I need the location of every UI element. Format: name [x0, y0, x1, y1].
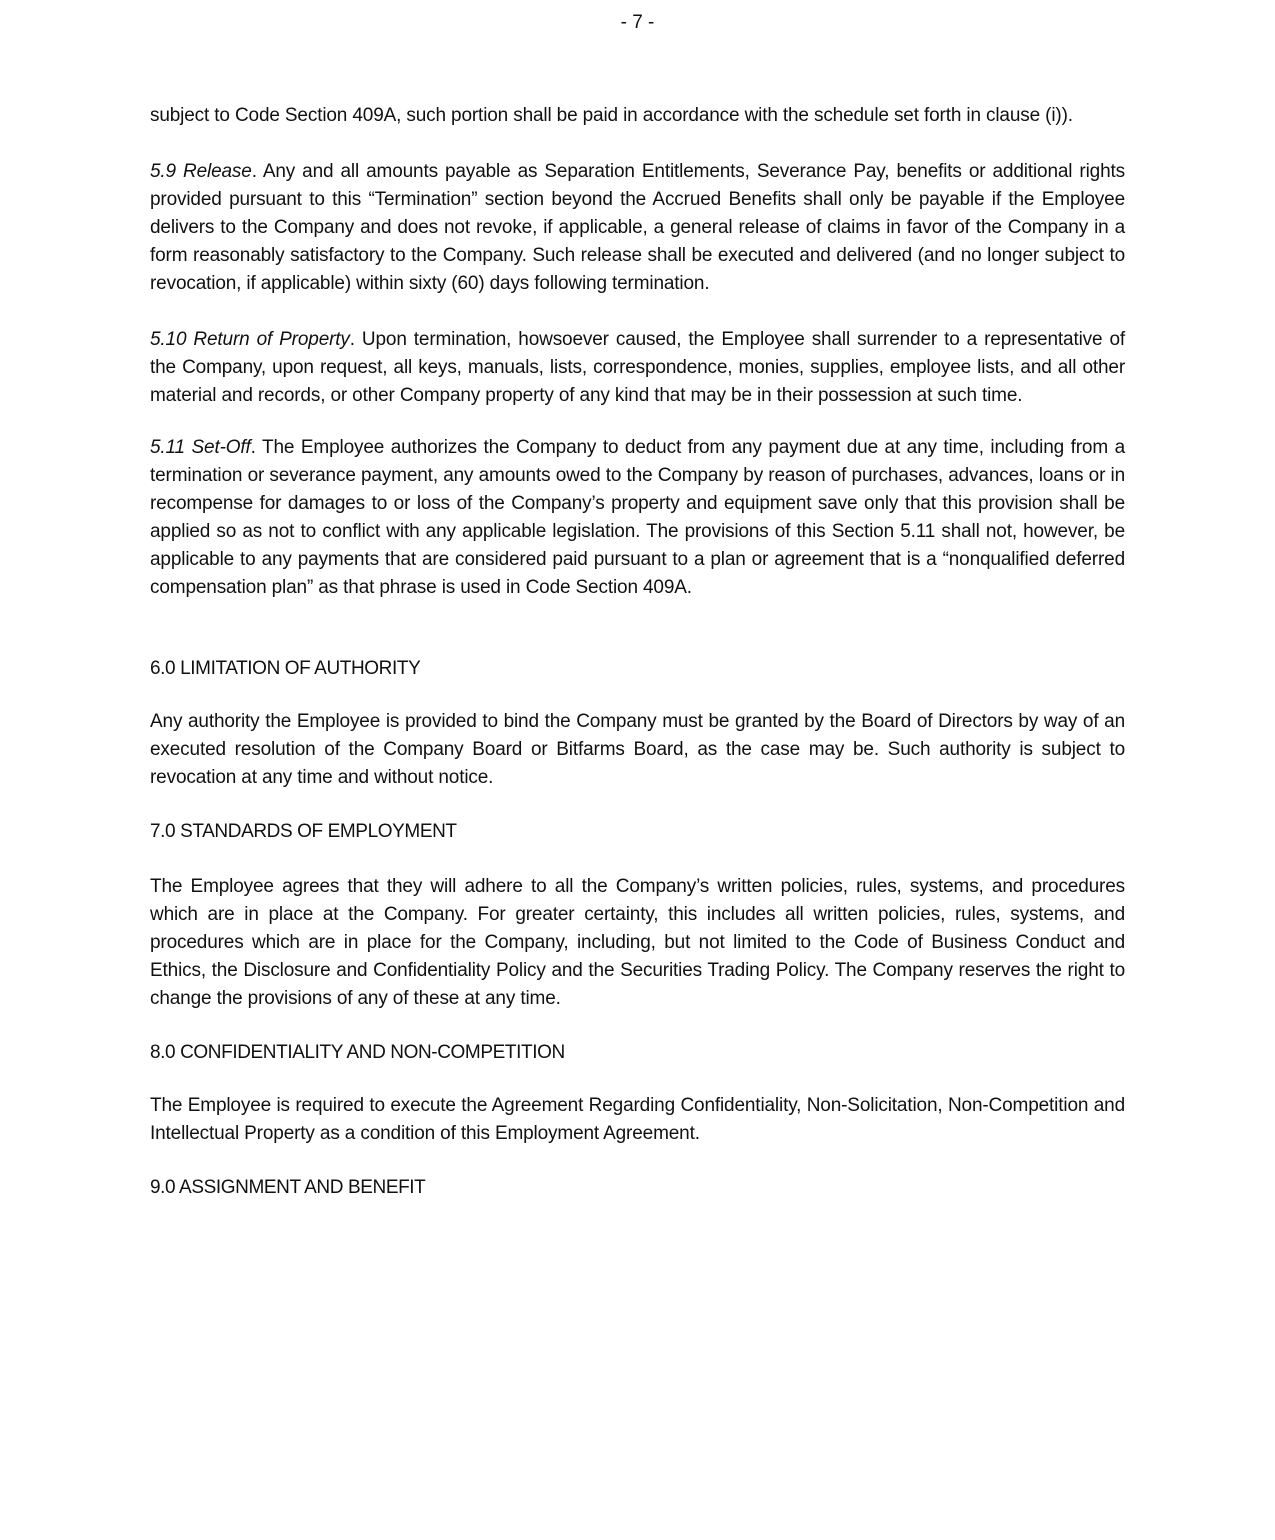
section-5-11-text: . The Employee authorizes the Company to deduct from any payment due at any time, including from a termination or severance payment, any amounts owed to the Company by reason of purchases, advances, loans or in recompense for damages to or loss of the Company’s property and equipment save only that this provision shall be applied so as not to conflict with any applicable legislation. The provisions of this Section 5.11 shall not, however, be applicable to any payments that are considered paid pursuant to a plan or agreement that is a “nonqualified deferred compensation plan” as that phrase is used in Code Section 409A.	[150, 437, 1125, 598]
section-5-9-paragraph	[150, 158, 1125, 298]
continuation-paragraph	[150, 102, 1125, 130]
section-7-heading: 7.0 STANDARDS OF EMPLOYMENT	[150, 821, 457, 842]
section-5-9-text: . Any and all amounts payable as Separation Entitlements, Severance Pay, benefits or additional rights provided pursuant to this “Termination” section beyond the Accrued Benefits shall only be payable if the Employee delivers to the Company and does not revoke, if applicable, a general release of claims in favor of the Company in a form reasonably satisfactory to the Company. Such release shall be executed and delivered (and no longer subject to revocation, if applicable) within sixty (60) days following termination.	[150, 161, 1125, 294]
section-6-paragraph: Any authority the Employee is provided to bind the Company must be granted by the Board of Directors by way of an executed resolution of the Company Board or Bitfarms Board, as the case may be. Such authority is subject to revocation at any time and without notice.	[150, 711, 1125, 788]
section-6-heading: 6.0 LIMITATION OF AUTHORITY	[150, 658, 421, 679]
section-5-11-title: 5.11 Set-Off	[150, 437, 251, 458]
section-5-11-paragraph	[150, 434, 1125, 602]
section-8-paragraph: The Employee is required to execute the Agreement Regarding Confidentiality, Non-Solicitation, Non-Competition and Intellectual Property as a condition of this Employment Agreement.	[150, 1095, 1125, 1144]
section-5-10-text: . Upon termination, howsoever caused, the Employee shall surrender to a representative of the Company, upon request, all keys, manuals, lists, correspondence, monies, supplies, employee lists, and all other material and records, or other Company property of any kind that may be in their possession at such time.	[150, 329, 1125, 406]
page-number: - 7 -	[620, 12, 655, 33]
section-7-paragraph: The Employee agrees that they will adhere to all the Company’s written policies, rules, systems, and procedures which are in place at the Company. For greater certainty, this includes all written policies, rules, systems, and procedures which are in place for the Company, including, but not limited to the Code of Business Conduct and Ethics, the Disclosure and Confidentiality Policy and the Securities Trading Policy. The Company reserves the right to change the provisions of any of these at any time.	[150, 876, 1125, 1009]
document-body	[150, 102, 1125, 1202]
section-5-10-paragraph	[150, 326, 1125, 410]
section-8-heading: 8.0 CONFIDENTIALITY AND NON-COMPETITION	[150, 1042, 565, 1063]
section-5-9-title: 5.9 Release	[150, 161, 252, 182]
continuation-text: subject to Code Section 409A, such portion shall be paid in accordance with the schedule set forth in clause (i)).	[150, 105, 1073, 126]
section-9-heading: 9.0 ASSIGNMENT AND BENEFIT	[150, 1177, 426, 1198]
section-5-10-title: 5.10 Return of Property	[150, 329, 350, 350]
